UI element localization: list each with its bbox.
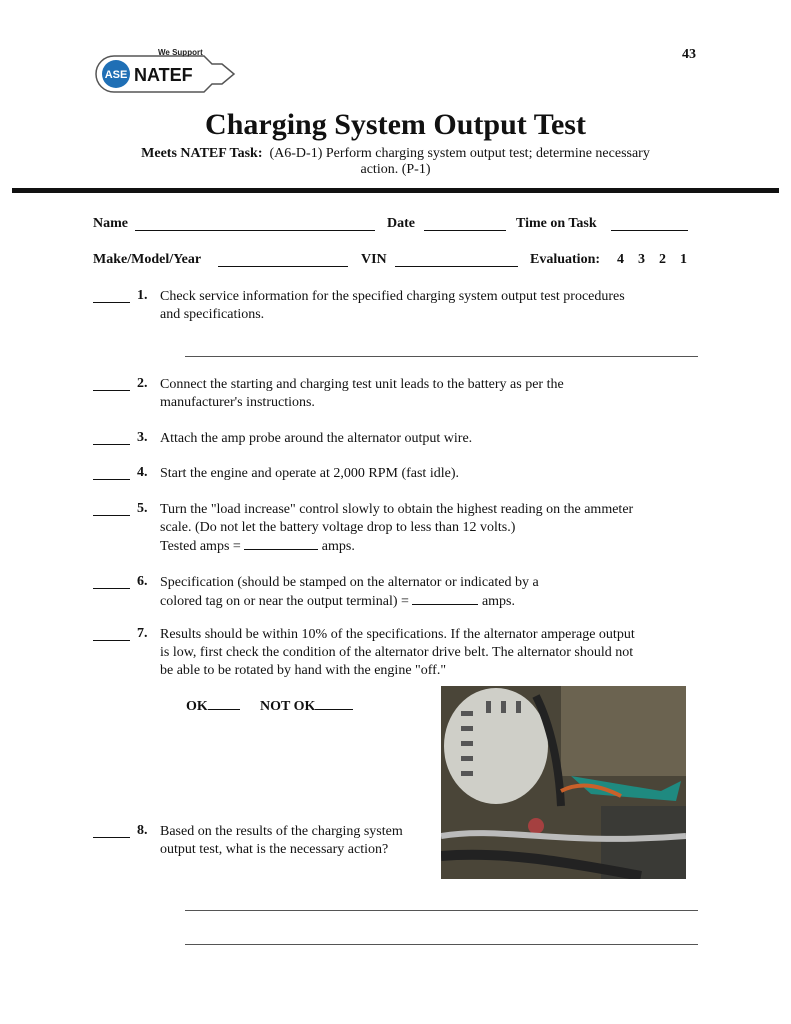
step-4-checkbox-line[interactable] — [93, 466, 130, 480]
step-1-number: 1. — [137, 288, 148, 303]
svg-text:ASE: ASE — [104, 69, 128, 81]
make-model-year-field[interactable] — [218, 252, 348, 267]
step-2-line-2: manufacturer's instructions. — [160, 395, 315, 410]
step-1-line-2: and specifications. — [160, 307, 265, 322]
step-8-line-2: output test, what is the necessary action? — [160, 842, 389, 857]
evaluation-label: Evaluation: — [530, 252, 601, 267]
step-3-number: 3. — [137, 430, 148, 445]
make-model-year-label: Make/Model/Year — [93, 252, 202, 267]
specification-amps-field[interactable] — [412, 592, 478, 605]
step-4-number: 4. — [137, 465, 148, 480]
score-3[interactable]: 3 — [638, 252, 645, 267]
alternator-amp-probe-photo — [441, 686, 686, 879]
vin-label: VIN — [361, 252, 387, 267]
step-8-answer-line-1[interactable] — [185, 910, 698, 911]
step-2-checkbox-line[interactable] — [93, 377, 130, 391]
step-4-text: Start the engine and operate at 2,000 RPM (fast idle). — [160, 466, 459, 481]
step-7-text — [160, 626, 635, 680]
step-5-tested-amps — [160, 537, 633, 556]
time-on-task-field[interactable] — [611, 216, 688, 231]
natef-logo — [94, 44, 244, 102]
score-1[interactable]: 1 — [680, 252, 687, 267]
step-2-number: 2. — [137, 376, 148, 391]
key-logo-icon — [94, 44, 244, 102]
step-7-line-2: is low, first check the condition of the alternator drive belt. The alternator should not — [160, 645, 634, 660]
step-5-line-1: Turn the "load increase" control slowly to obtain the highest reading on the ammeter — [160, 502, 634, 517]
step-1-answer-line[interactable] — [185, 356, 698, 357]
step-7-number: 7. — [137, 626, 148, 641]
step-6-line-2 — [160, 592, 539, 611]
task-text: (A6-D-1) Perform charging system output test; determine necessary — [269, 146, 650, 161]
task-label: Meets NATEF Task: — [141, 146, 263, 161]
step-5-text — [160, 501, 633, 556]
not-ok-label: NOT OK — [260, 699, 316, 714]
task-line-1 — [0, 146, 791, 162]
name-label: Name — [93, 216, 128, 231]
step-8-checkbox-line[interactable] — [93, 824, 130, 838]
tested-amps-label: Tested amps = — [160, 539, 241, 554]
tested-amps-field[interactable] — [244, 537, 318, 550]
step-1-text — [160, 288, 625, 324]
step-6-line-1: Specification (should be stamped on the alternator or indicated by a — [160, 575, 539, 590]
specification-amps-unit: amps. — [481, 594, 515, 609]
step-1-line-1: Check service information for the specified charging system output test procedures — [160, 289, 625, 304]
name-field[interactable] — [135, 216, 375, 231]
time-on-task-label: Time on Task — [516, 216, 597, 231]
step-6-line-2-text: colored tag on or near the output terminal) = — [160, 594, 409, 609]
tested-amps-unit: amps. — [321, 539, 355, 554]
ok-option[interactable] — [186, 697, 240, 715]
step-7-line-1: Results should be within 10% of the specifications. If the alternator amperage output — [160, 627, 635, 642]
step-7-line-3: be able to be rotated by hand with the engine "off." — [160, 663, 447, 678]
page-title: Charging System Output Test — [205, 108, 586, 141]
step-8-answer-line-2[interactable] — [185, 944, 698, 945]
page-number: 43 — [682, 47, 696, 62]
vin-field[interactable] — [395, 252, 518, 267]
step-2-text — [160, 376, 564, 412]
step-8-text — [160, 823, 403, 859]
evaluation-scores — [617, 252, 687, 268]
score-4[interactable]: 4 — [617, 252, 624, 267]
step-5-checkbox-line[interactable] — [93, 502, 130, 516]
step-8-line-1: Based on the results of the charging system — [160, 824, 403, 839]
step-8-number: 8. — [137, 823, 148, 838]
step-3-checkbox-line[interactable] — [93, 431, 130, 445]
step-2-line-1: Connect the starting and charging test unit leads to the battery as per the — [160, 377, 564, 392]
date-field[interactable] — [424, 216, 506, 231]
task-line-2: action. (P-1) — [360, 162, 431, 177]
header-divider — [12, 188, 779, 193]
step-3-text: Attach the amp probe around the alternator output wire. — [160, 431, 473, 446]
not-ok-option[interactable] — [260, 697, 353, 715]
svg-text:We Support: We Support — [158, 48, 203, 57]
svg-text:NATEF: NATEF — [134, 65, 193, 85]
step-7-checkbox-line[interactable] — [93, 627, 130, 641]
step-5-number: 5. — [137, 501, 148, 516]
not-ok-field[interactable] — [315, 697, 353, 710]
score-2[interactable]: 2 — [659, 252, 666, 267]
step-1-checkbox-line[interactable] — [93, 289, 130, 303]
step-6-number: 6. — [137, 574, 148, 589]
step-6-text — [160, 574, 539, 611]
ok-label: OK — [186, 699, 208, 714]
ok-field[interactable] — [208, 697, 240, 710]
date-label: Date — [387, 216, 415, 231]
step-5-line-2: scale. (Do not let the battery voltage drop to less than 12 volts.) — [160, 520, 516, 535]
step-6-checkbox-line[interactable] — [93, 575, 130, 589]
photo-illustration-icon — [441, 686, 686, 879]
